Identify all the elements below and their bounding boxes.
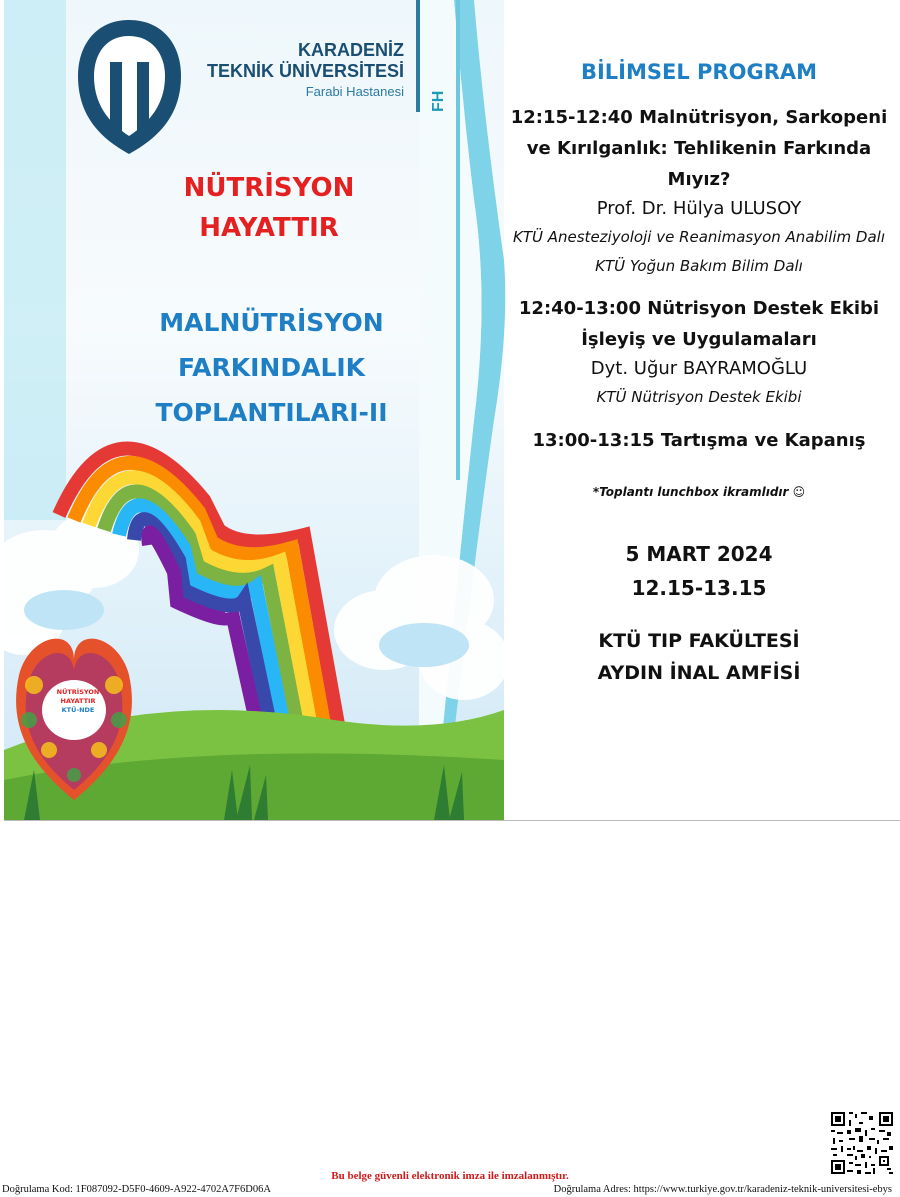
program-title: BİLİMSEL PROGRAM — [580, 60, 818, 84]
headline-red — [154, 168, 384, 248]
headline-blue — [139, 300, 404, 435]
event-poster — [4, 0, 900, 821]
talk-department: KTÜ Yoğun Bakım Bilim Dalı — [595, 257, 803, 275]
talk-speaker: Prof. Dr. Hülya ULUSOY — [596, 198, 802, 219]
university-name — [204, 40, 404, 102]
event-venue — [509, 625, 889, 689]
heart-label — [44, 688, 112, 715]
lunchbox-note: *Toplantı lunchbox ikramlıdır ☺ — [592, 485, 806, 499]
heart-label-line1: NÜTRİSYON — [56, 688, 100, 696]
headline-red-line2: HAYATTIR — [199, 213, 339, 243]
talk-speaker: Dyt. Uğur BAYRAMOĞLU — [590, 358, 808, 379]
headline-blue-line2: FARKINDALIK — [177, 353, 366, 382]
talk-title: 12:40-13:00 Nütrisyon Destek Ekibi İşleyiş ve Uygulamaları — [518, 298, 880, 350]
talk-department: KTÜ Anesteziyoloji ve Reanimasyon Anabilim Dalı — [513, 228, 885, 246]
venue-line1: KTÜ TIP FAKÜLTESİ — [598, 630, 800, 652]
venue-line2: AYDIN İNAL AMFİSİ — [597, 662, 801, 684]
event-date-value: 5 MART 2024 — [625, 542, 773, 566]
fh-mark: FH — [430, 90, 447, 112]
verification-code: Doğrulama Kod: 1F087092-D5F0-4609-A922-4702A7F6D06A — [2, 1184, 271, 1195]
event-date — [509, 537, 889, 605]
brand-divider — [416, 0, 420, 112]
hospital-name: Farabi Hastanesi — [305, 84, 404, 99]
heart-label-line2: HAYATTIR — [60, 697, 96, 705]
closing-session: 13:00-13:15 Tartışma ve Kapanış — [532, 430, 866, 451]
talk-2 — [509, 293, 889, 412]
university-line1: KARADENİZ — [298, 40, 404, 60]
event-time-value: 12.15-13.15 — [631, 576, 767, 600]
heart-label-line3: KTÜ-NDE — [61, 706, 95, 714]
headline-blue-line3: TOPLANTILARI-II — [155, 398, 388, 427]
university-line2: TEKNİK ÜNİVERSİTESİ — [206, 61, 404, 81]
ktu-logo — [72, 14, 187, 159]
headline-blue-line1: MALNÜTRİSYON — [159, 308, 384, 337]
headline-red-line1: NÜTRİSYON — [183, 173, 355, 203]
talk-title: 12:15-12:40 Malnütrisyon, Sarkopeni ve Kırılganlık: Tehlikenin Farkında Mıyız? — [510, 107, 888, 190]
scientific-program — [509, 60, 889, 689]
talk-department: KTÜ Nütrisyon Destek Ekibi — [596, 388, 802, 406]
talk-1 — [509, 102, 889, 281]
verification-address: Doğrulama Adres: https://www.turkiye.gov.tr/karadeniz-teknik-universitesi-ebys — [553, 1184, 892, 1195]
rainbow-illustration — [4, 420, 504, 820]
e-signature-note: Bu belge güvenli elektronik imza ile imzalanmıştır. — [331, 1170, 569, 1182]
verification-qr-code — [829, 1110, 895, 1176]
